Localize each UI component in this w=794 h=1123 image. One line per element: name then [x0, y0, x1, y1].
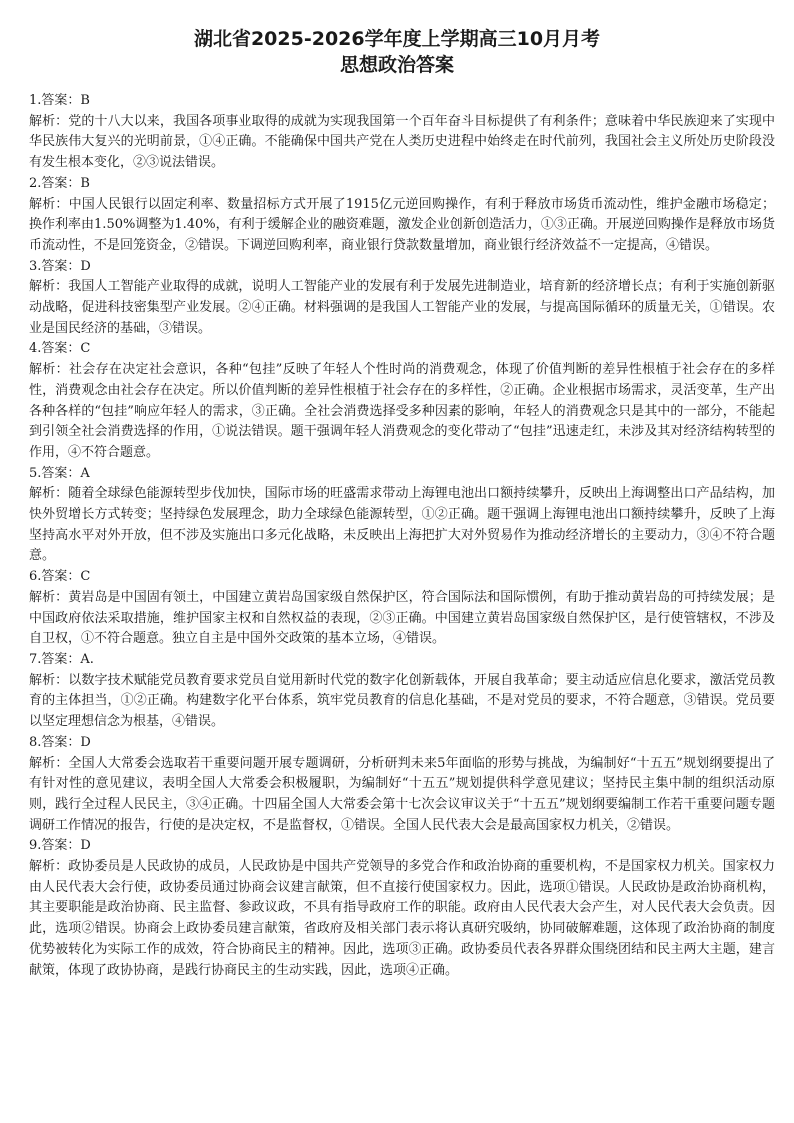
answer-item-5 — [29, 464, 775, 568]
analysis-text: 解析：中国人民银行以固定利率、数量招标方式开展了1915亿元逆回购操作，有利于释放市场货币流动性，维护金融市场稳定；换作利率由1.50%调整为1.40%，有利于缓解企业的融资难题，激发企业创新创造活力，①③正确。开展逆回购操作是释放市场货币流动性，不是回笼资金，②错误。下调逆回购利率，商业银行贷款数量增加，商业银行经济效益不一定提高，④错误。 — [29, 196, 775, 253]
title-block — [0, 27, 794, 77]
answer-item-8 — [29, 733, 775, 837]
answer-item-7 — [29, 650, 775, 733]
answer-line: 8.答案：D — [29, 734, 91, 750]
answer-line: 1.答案：B — [29, 93, 90, 108]
answer-line: 7.答案：A. — [29, 651, 94, 667]
answer-item-6 — [29, 567, 775, 650]
answer-item-3 — [29, 257, 775, 340]
answer-line: 9.答案：D — [29, 838, 91, 854]
answer-item-2 — [29, 174, 775, 257]
document-title: 湖北省2025-2026学年度上学期高三10月月考 — [193, 28, 601, 50]
analysis-text: 解析：社会存在决定社会意识，各种“包挂”反映了年轻人个性时尚的消费观念，体现了价值判断的差异性根植于社会存在的多样性，消费观念由社会存在决定。所以价值判断的差异性根植于社会存在的多样性，②正确。企业根据市场需求，灵活变革，生产出各种各样的“包挂”响应年轻人的需求，③正确。全社会消费选择受多种因素的影响，年轻人的消费观念只是其中的一部分，不能起到引领全社会消费选择的作用，①说法错误。题干强调年轻人消费观念的变化带动了“包挂”迅速走红，未涉及其对经济结构转型的作用，④不符合题意。 — [29, 362, 775, 460]
answer-list — [29, 91, 775, 981]
analysis-text: 解析：政协委员是人民政协的成员，人民政协是中国共产党领导的多党合作和政治协商的重要机构，不是国家权力机关。国家权力由人民代表大会行使，政协委员通过协商会议建言献策，但不直接行使国家权力。因此，选项①错误。人民政协是政治协商机构，其主要职能是政治协商、民主监督、参政议政，不具有指导政府工作的职能。政府由人民代表大会产生，对人民代表大会负责。因此，选项②错误。协商会上政协委员建言献策，省政府及相关部门表示将认真研究吸纳，协同破解难题，这体现了政治协商的制度优势被转化为实际工作的成效，符合协商民主的精神。因此，选项③正确。政协委员代表各界群众围绕团结和民主两大主题，建言献策，体现了政协协商，是践行协商民主的生动实践，因此，选项④正确。 — [29, 859, 775, 978]
answer-item-1 — [29, 91, 775, 174]
document-subtitle: 思想政治答案 — [339, 54, 454, 76]
answer-line: 5.答案：A — [29, 465, 90, 481]
answer-item-4 — [29, 339, 775, 463]
analysis-text: 解析：我国人工智能产业取得的成就，说明人工智能产业的发展有利于发展先进制造业，培育新的经济增长点；有利于实施创新驱动战略，促进科技密集型产业发展。②④正确。材料强调的是我国人工智能产业的发展，与提高国际循环的质量无关，①错误。农业是国民经济的基础，③错误。 — [29, 279, 775, 336]
answer-item-9 — [29, 836, 775, 981]
analysis-text: 解析：党的十八大以来，我国各项事业取得的成就为实现我国第一个百年奋斗目标提供了有利条件；意味着中华民族迎来了实现中华民族伟大复兴的光明前景，①④正确。不能确保中国共产党在人类历史进程中始终走在时代前列，我国社会主义所处历史阶段没有发生根本变化，②③说法错误。 — [29, 113, 775, 171]
answer-line: 2.答案：B — [29, 175, 90, 191]
analysis-text: 解析：全国人大常委会选取若干重要问题开展专题调研，分析研判未来5年面临的形势与挑战，为编制好“十五五”规划纲要提出了有针对性的意见建议，表明全国人大常委会积极履职，为编制好“十五五”规划提供科学意见建议；坚持民主集中制的组织活动原则，践行全过程人民民主，③④正确。十四届全国人大常委会第十七次会议审议关于“十五五”规划纲要编制工作若干重要问题专题调研工作情况的报告，行使的是决定权，不是监督权，①错误。全国人民代表大会是最高国家权力机关，②错误。 — [29, 755, 775, 833]
analysis-text: 解析：黄岩岛是中国固有领土，中国建立黄岩岛国家级自然保护区，符合国际法和国际惯例，有助于推动黄岩岛的可持续发展；是中国政府依法采取措施，维护国家主权和自然权益的表现，②③正确。中国建立黄岩岛国家级自然保护区，是行使管辖权，不涉及自卫权，①不符合题意。独立自主是中国外交政策的基本立场，④错误。 — [29, 589, 775, 647]
answer-line: 4.答案：C — [29, 341, 91, 357]
answer-line: 6.答案：C — [29, 569, 91, 585]
analysis-text: 解析：随着全球绿色能源转型步伐加快，国际市场的旺盛需求带动上海锂电池出口额持续攀升，反映出上海调整出口产品结构，加快外贸增长方式转变；坚持绿色发展理念，助力全球绿色能源转型，①②正确。题干强调上海锂电池出口额持续攀升，反映了上海坚持高水平对外开放，但不涉及实施出口多元化战略，未反映出上海把扩大对外贸易作为推动经济增长的主要动力，③④不符合题意。 — [29, 486, 775, 564]
answer-line: 3.答案：D — [29, 258, 91, 274]
analysis-text: 解析：以数字技术赋能党员教育要求党员自觉用新时代党的数字化创新载体，开展自我革命；要主动适应信息化要求，激活党员教育的主体担当，①②正确。构建数字化平台体系，筑牢党员教育的信息化基础，不是对党员的要求，不符合题意，③错误。党员要以坚定理想信念为根基，④错误。 — [29, 672, 775, 730]
